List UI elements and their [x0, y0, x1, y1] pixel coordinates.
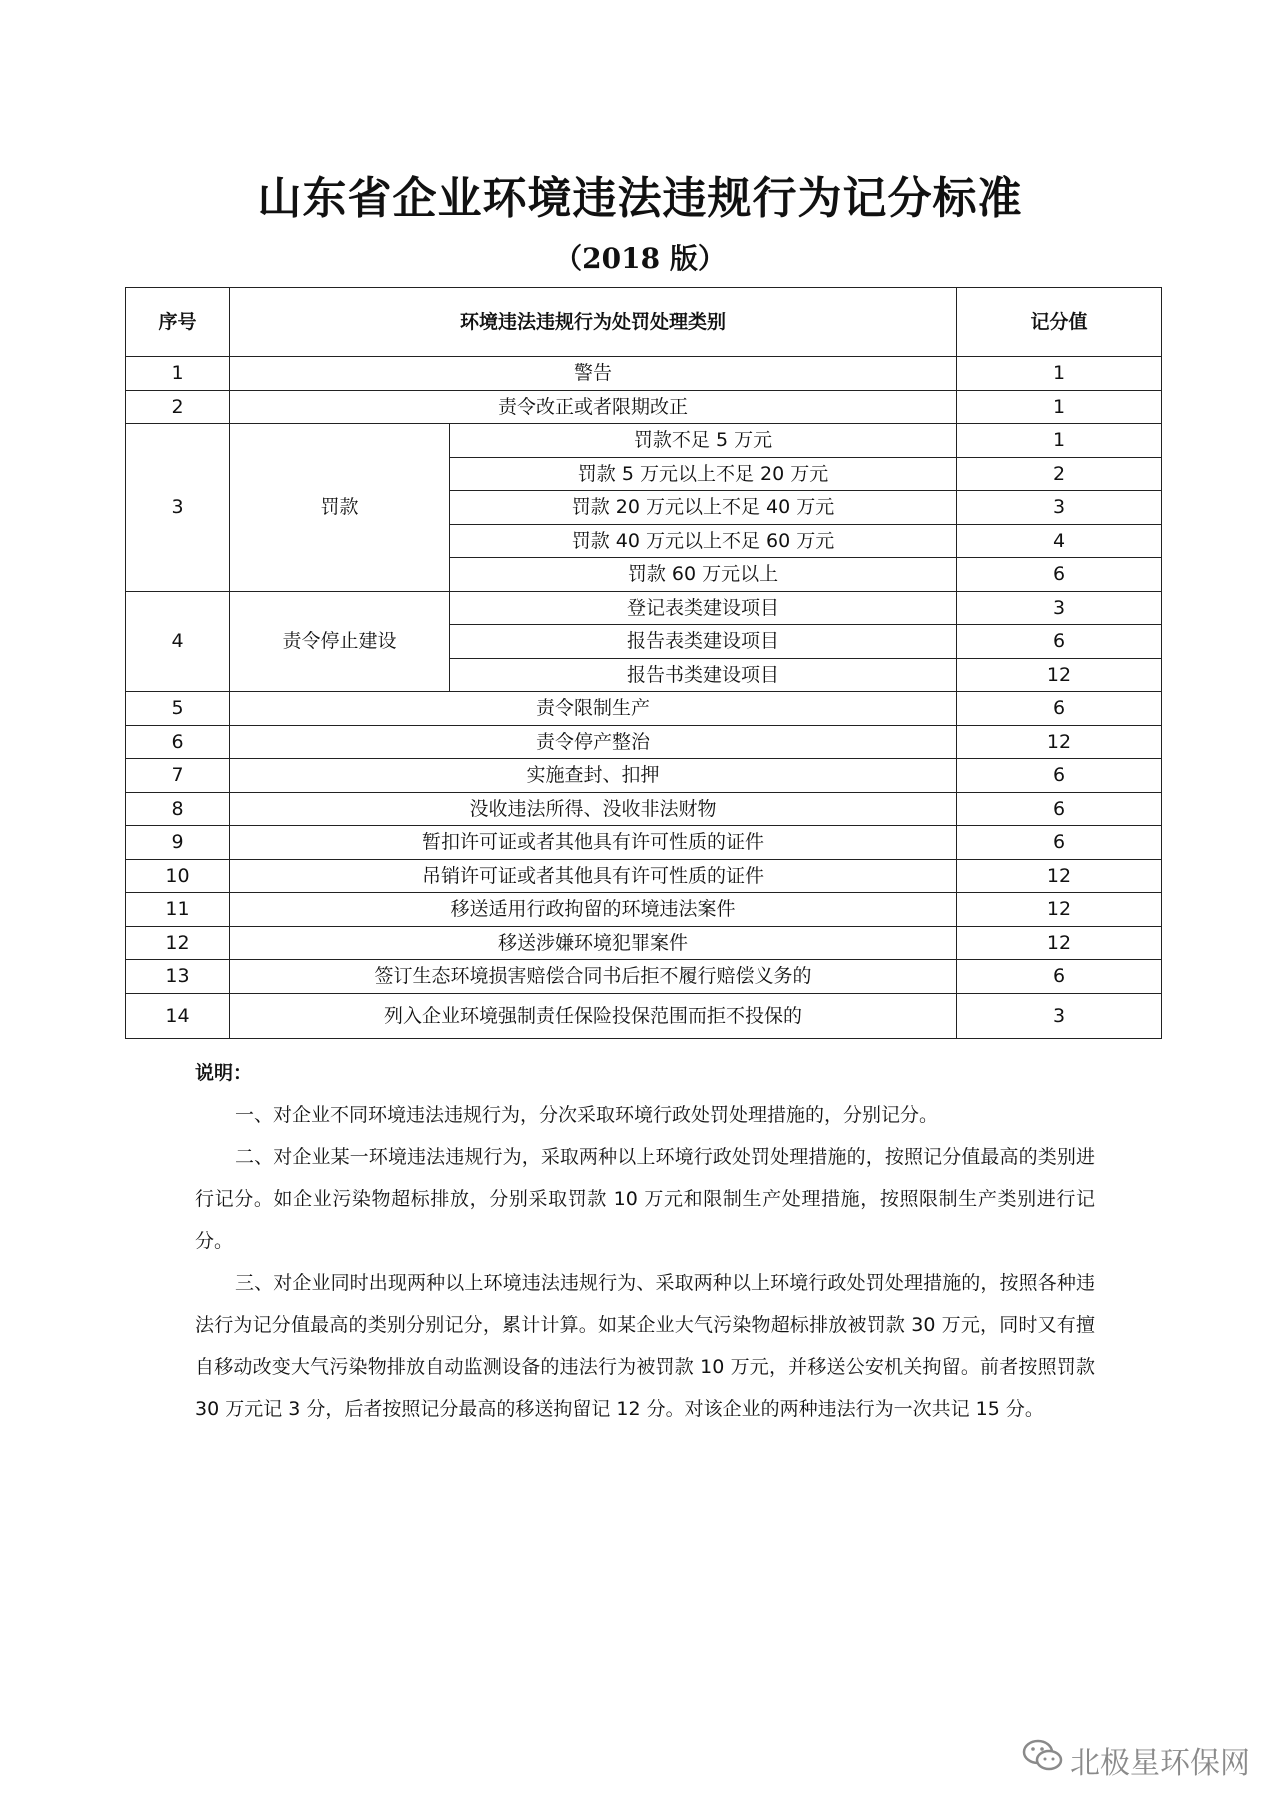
row-score: 6: [957, 960, 1162, 994]
row-no: 2: [126, 390, 230, 424]
row-score: 6: [957, 692, 1162, 726]
score-table: [125, 287, 1162, 1039]
row-category: 移送涉嫌环境犯罪案件: [230, 926, 957, 960]
table-row: [126, 792, 1162, 826]
notes-section: [195, 1052, 1095, 1430]
note-paragraph: 三、对企业同时出现两种以上环境违法违规行为、采取两种以上环境行政处罚处理措施的，按照各种违法行为记分值最高的类别分别记分，累计计算。如某企业大气污染物超标排放被罚款 30 万元，同时又有擅自移动改变大气污染物排放自动监测设备的违法行为被罚款 10 万元，并移送公安机关拘留。前者按照罚款 30 万元记 3 分，后者按照记分最高的移送拘留记 12 分。对该企业的两种违法行为一次共记 15 分。: [195, 1272, 1095, 1420]
table-header-row: [126, 288, 1162, 357]
row-no: 11: [126, 893, 230, 927]
header-no: 序号: [126, 288, 230, 357]
table-row: [126, 926, 1162, 960]
row-no: 7: [126, 759, 230, 793]
notes-heading: 说明：: [195, 1062, 253, 1084]
row-no: 8: [126, 792, 230, 826]
note-paragraph: 二、对企业某一环境违法违规行为，采取两种以上环境行政处罚处理措施的，按照记分值最高的类别进行记分。如企业污染物超标排放，分别采取罚款 10 万元和限制生产处理措施，按照限制生产类别进行记分。: [195, 1146, 1095, 1252]
row-category: 罚款: [230, 424, 450, 592]
row-subitem: 报告书类建设项目: [450, 658, 957, 692]
row-no: 13: [126, 960, 230, 994]
table-row: [126, 826, 1162, 860]
table-row: [126, 859, 1162, 893]
row-score: 12: [957, 658, 1162, 692]
table-row: [126, 390, 1162, 424]
row-score: 2: [957, 457, 1162, 491]
row-no: 6: [126, 725, 230, 759]
row-category: 警告: [230, 357, 957, 391]
table-row: [126, 993, 1162, 1038]
note-paragraph: 一、对企业不同环境违法违规行为，分次采取环境行政处罚处理措施的，分别记分。: [235, 1104, 939, 1126]
row-category: 没收违法所得、没收非法财物: [230, 792, 957, 826]
table-row: [126, 893, 1162, 927]
row-subitem: 报告表类建设项目: [450, 625, 957, 659]
row-score: 1: [957, 390, 1162, 424]
row-subitem: 罚款 60 万元以上: [450, 558, 957, 592]
row-score: 4: [957, 524, 1162, 558]
row-score: 3: [957, 993, 1162, 1038]
table-row: [126, 424, 1162, 458]
row-score: 12: [957, 725, 1162, 759]
document-title: 山东省企业环境违法违规行为记分标准: [257, 173, 1023, 224]
row-score: 6: [957, 625, 1162, 659]
row-score: 6: [957, 759, 1162, 793]
row-no: 12: [126, 926, 230, 960]
row-score: 6: [957, 826, 1162, 860]
row-category: 责令停止建设: [230, 591, 450, 692]
row-no: 3: [126, 424, 230, 592]
row-no: 14: [126, 993, 230, 1038]
row-category: 责令改正或者限期改正: [230, 390, 957, 424]
header-score: 记分值: [957, 288, 1162, 357]
row-category: 实施查封、扣押: [230, 759, 957, 793]
row-category: 移送适用行政拘留的环境违法案件: [230, 893, 957, 927]
table-row: [126, 725, 1162, 759]
row-category: 暂扣许可证或者其他具有许可性质的证件: [230, 826, 957, 860]
row-subitem: 罚款 5 万元以上不足 20 万元: [450, 457, 957, 491]
row-category: 列入企业环境强制责任保险投保范围而拒不投保的: [230, 993, 957, 1038]
row-score: 6: [957, 558, 1162, 592]
header-category: 环境违法违规行为处罚处理类别: [230, 288, 957, 357]
watermark-text: 北极星环保网: [1070, 1746, 1250, 1781]
row-subitem: 罚款 40 万元以上不足 60 万元: [450, 524, 957, 558]
row-score: 12: [957, 893, 1162, 927]
row-no: 9: [126, 826, 230, 860]
row-category: 责令停产整治: [230, 725, 957, 759]
row-no: 4: [126, 591, 230, 692]
row-subitem: 罚款不足 5 万元: [450, 424, 957, 458]
row-category: 签订生态环境损害赔偿合同书后拒不履行赔偿义务的: [230, 960, 957, 994]
wechat-icon: [1022, 1738, 1064, 1782]
watermark: [1022, 1738, 1250, 1782]
table-row: [126, 591, 1162, 625]
row-category: 责令限制生产: [230, 692, 957, 726]
row-score: 6: [957, 792, 1162, 826]
row-subitem: 罚款 20 万元以上不足 40 万元: [450, 491, 957, 525]
row-score: 3: [957, 491, 1162, 525]
table-row: [126, 692, 1162, 726]
row-score: 1: [957, 424, 1162, 458]
row-score: 1: [957, 357, 1162, 391]
row-score: 12: [957, 926, 1162, 960]
row-subitem: 登记表类建设项目: [450, 591, 957, 625]
table-row: [126, 960, 1162, 994]
row-no: 10: [126, 859, 230, 893]
row-no: 1: [126, 357, 230, 391]
document-subtitle: （2018 版）: [554, 242, 726, 275]
table-row: [126, 759, 1162, 793]
row-score: 3: [957, 591, 1162, 625]
row-category: 吊销许可证或者其他具有许可性质的证件: [230, 859, 957, 893]
row-no: 5: [126, 692, 230, 726]
table-row: [126, 357, 1162, 391]
row-score: 12: [957, 859, 1162, 893]
